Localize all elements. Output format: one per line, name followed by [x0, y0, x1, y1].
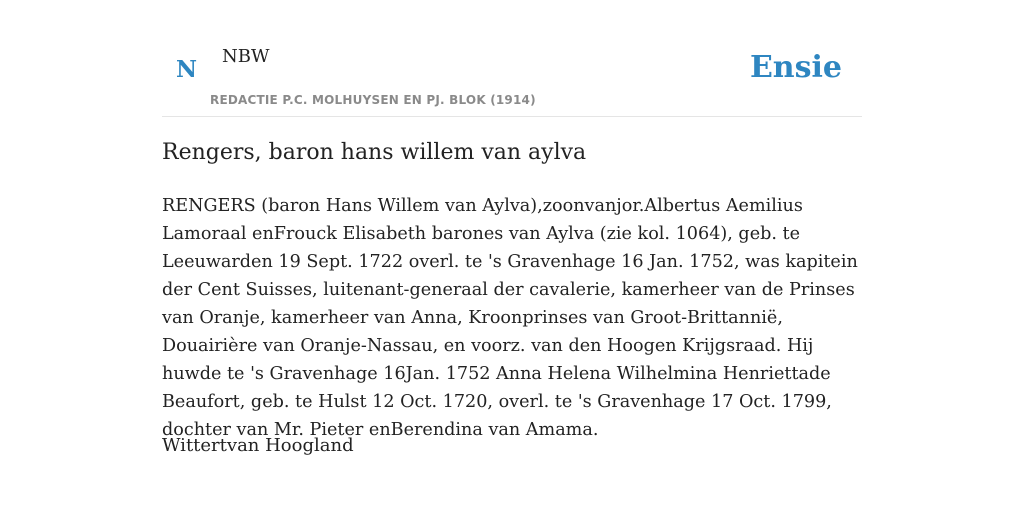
article-body: RENGERS (baron Hans Willem van Aylva),zoonvanjor.Albertus Aemilius Lamoraal enFrouck Elisabeth barones van Aylva (zie kol. 1064), geb. te Leeuwarden 19 Sept. 1722 overl. te 's Gravenhage 16 Jan. 1752, was kapitein der Cent Suisses, luitenant-generaal der cavalerie, kamerheer van de Prinses van Oranje, kamerheer van Anna, Kroonprinses van Groot-Brittannië, Douairière van Oranje-Nassau, en voorz. van den Hoogen Krijgsraad. Hij huwde te 's Gravenhage 16Jan. 1752 Anna Helena Wilhelmina Henriettade Beaufort, geb. te Hulst 12 Oct. 1720, overl. te 's Gravenhage 17 Oct. 1799, dochter van Mr. Pieter enBerendina van Amama. — [162, 196, 858, 440]
article-author: Wittertvan Hoogland — [162, 435, 354, 456]
source-logo[interactable]: N — [176, 56, 198, 83]
source-subtitle: REDACTIE P.C. MOLHUYSEN EN PJ. BLOK (1914) — [210, 93, 536, 107]
source-header — [162, 0, 862, 117]
brand-logo[interactable]: Ensie — [749, 50, 842, 85]
page — [162, 0, 862, 456]
source-name[interactable]: NBW — [222, 46, 270, 67]
article-title: Rengers, baron hans willem van aylva — [162, 140, 587, 165]
